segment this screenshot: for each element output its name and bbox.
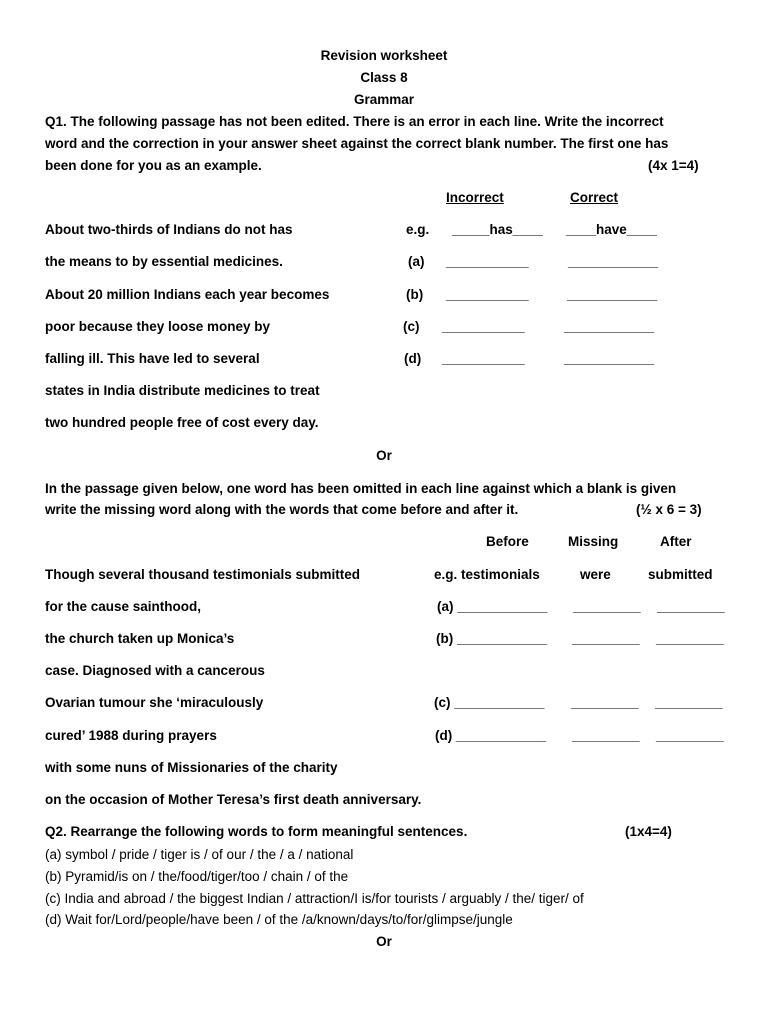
q2-marks: (1x4=4) (625, 824, 672, 839)
q1b-missing-blank[interactable]: _________ (573, 599, 641, 614)
q1b-instruction-line1: In the passage given below, one word has been omitted in each line against which a blank is given (45, 481, 677, 496)
q1-row-label: (c) (403, 319, 420, 334)
q1-correct-blank[interactable]: ____________ (564, 351, 655, 366)
q1-row-label: (a) (408, 254, 425, 269)
subject-label: Grammar (353, 92, 415, 107)
q1-passage-line: falling ill. This have led to several (45, 351, 260, 366)
q1-row-label: (b) (406, 287, 424, 302)
class-label: Class 8 (360, 70, 408, 85)
q1b-before-blank[interactable]: (d) ____________ (435, 728, 547, 743)
q2-item: (d) Wait for/Lord/people/have been / of the /a/known/days/to/for/glimpse/jungle (45, 912, 513, 927)
q2-item: (b) Pyramid/is on / the/food/tiger/too / chain / of the (45, 869, 349, 884)
or-divider: Or (376, 934, 392, 949)
q1-passage-line: About two-thirds of Indians do not has (45, 222, 293, 237)
q1-passage-line: About 20 million Indians each year becomes (45, 287, 330, 302)
q1-marks: (4x 1=4) (648, 158, 699, 173)
q1-correct-blank[interactable]: ____________ (564, 319, 655, 334)
q1-incorrect-blank[interactable]: ___________ (446, 254, 529, 269)
worksheet-title: Revision worksheet (320, 48, 448, 63)
q2-heading: Q2. Rearrange the following words to form meaningful sentences. (45, 824, 468, 839)
q1b-passage-line: with some nuns of Missionaries of the charity (45, 760, 338, 775)
q1-incorrect-blank[interactable]: ___________ (442, 351, 525, 366)
q1b-passage-line: Ovarian tumour she ‘miraculously (45, 695, 264, 710)
q1b-missing-blank[interactable]: _________ (571, 695, 639, 710)
q1b-missing-blank[interactable]: _________ (572, 728, 640, 743)
q1b-passage-line: case. Diagnosed with a cancerous (45, 663, 265, 678)
q1-correct-blank[interactable]: ____________ (567, 287, 658, 302)
q1b-passage-line: on the occasion of Mother Teresa’s first death anniversary. (45, 792, 422, 807)
q1-instruction-line1: Q1. The following passage has not been edited. There is an error in each line. Write the incorrect (45, 114, 664, 129)
q2-item: (a) symbol / pride / tiger is / of our / the / a / national (45, 847, 354, 862)
col-before-header: Before (486, 534, 529, 549)
q1-incorrect-blank[interactable]: ___________ (446, 287, 529, 302)
col-correct-header: Correct (570, 190, 619, 205)
q1b-after-blank[interactable]: _________ (656, 728, 724, 743)
q1b-example-after: submitted (648, 567, 713, 582)
q1b-example-missing: were (580, 567, 611, 582)
q1-instruction-line2: word and the correction in your answer sheet against the correct blank number. The first one has (45, 136, 669, 151)
q1b-instruction-line2: write the missing word along with the words that come before and after it. (45, 502, 519, 517)
q1-row-label: e.g. (406, 222, 430, 237)
q1b-passage-line: cured’ 1988 during prayers (45, 728, 217, 743)
q1b-passage-line: the church taken up Monica’s (45, 631, 235, 646)
or-divider: Or (376, 448, 392, 463)
q1-passage-line: poor because they loose money by (45, 319, 271, 334)
q1-incorrect-blank[interactable]: ___________ (442, 319, 525, 334)
q1b-marks: (½ x 6 = 3) (636, 502, 702, 517)
q1-correct-answer: ____have____ (566, 222, 657, 237)
q1b-before-blank[interactable]: (a) ____________ (437, 599, 548, 614)
q1b-after-blank[interactable]: _________ (655, 695, 723, 710)
q1b-example-before: e.g. testimonials (434, 567, 540, 582)
q1-passage-line: states in India distribute medicines to treat (45, 383, 320, 398)
col-after-header: After (660, 534, 692, 549)
q1b-passage-line: for the cause sainthood, (45, 599, 202, 614)
col-missing-header: Missing (568, 534, 619, 549)
q1b-before-blank[interactable]: (c) ____________ (434, 695, 545, 710)
q1b-before-blank[interactable]: (b) ____________ (436, 631, 548, 646)
q1-passage-line: two hundred people free of cost every day. (45, 415, 319, 430)
q1b-after-blank[interactable]: _________ (656, 631, 724, 646)
q1b-after-blank[interactable]: _________ (657, 599, 725, 614)
q1b-missing-blank[interactable]: _________ (572, 631, 640, 646)
q1-incorrect-answer: _____has____ (452, 222, 543, 237)
q1-passage-line: the means to by essential medicines. (45, 254, 283, 269)
q1-correct-blank[interactable]: ____________ (568, 254, 659, 269)
q1-row-label: (d) (404, 351, 422, 366)
q2-item: (c) India and abroad / the biggest Indian / attraction/I is/for tourists / arguably / the/ tiger/ of (45, 891, 584, 906)
col-incorrect-header: Incorrect (446, 190, 504, 205)
q1b-passage-line: Though several thousand testimonials submitted (45, 567, 361, 582)
q1-instruction-line3: been done for you as an example. (45, 158, 262, 173)
